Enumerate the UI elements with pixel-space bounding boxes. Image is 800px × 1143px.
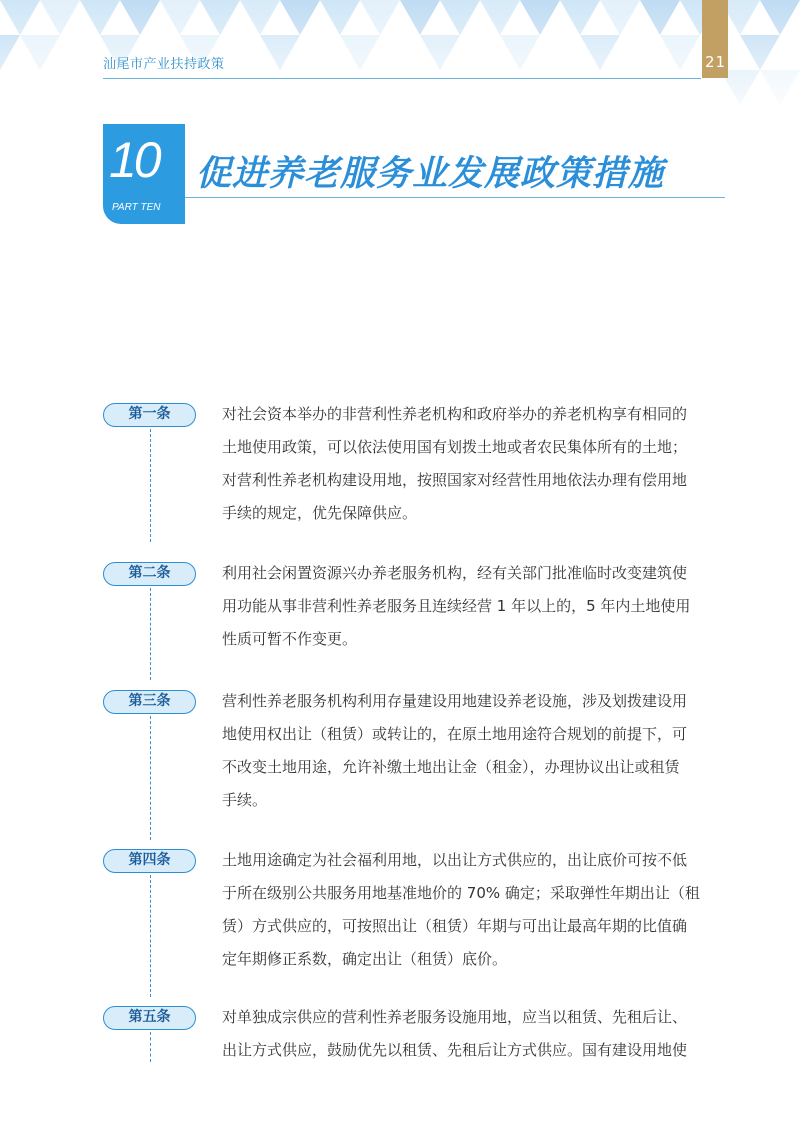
article-label: 第一条 bbox=[103, 403, 196, 427]
article-label: 第五条 bbox=[103, 1006, 196, 1030]
article-line: 对社会资本举办的非营利性养老机构和政府举办的养老机构享有相同的 bbox=[222, 405, 688, 423]
page-number: 21 bbox=[705, 53, 727, 71]
article-body bbox=[222, 398, 730, 530]
article-body bbox=[222, 844, 730, 976]
article-label: 第二条 bbox=[103, 562, 196, 586]
article-line: 定年期修正系数，确定出让（租赁）底价。 bbox=[222, 950, 508, 968]
document-header-title: 汕尾市产业扶持政策 bbox=[103, 57, 225, 72]
article-line: 手续。 bbox=[222, 791, 268, 809]
chapter-subtitle: PART TEN bbox=[112, 202, 161, 213]
article-body bbox=[222, 1001, 730, 1067]
article-connector bbox=[150, 1032, 151, 1062]
article-line: 对单独成宗供应的营利性养老服务设施用地，应当以租赁、先租后让、 bbox=[222, 1008, 688, 1026]
article-connector bbox=[150, 429, 151, 542]
article-label: 第四条 bbox=[103, 849, 196, 873]
article-line: 营利性养老服务机构利用存量建设用地建设养老设施，涉及划拨建设用 bbox=[222, 692, 688, 710]
article-line: 地使用权出让（租赁）或转让的，在原土地用途符合规划的前提下，可 bbox=[222, 725, 688, 743]
article-line: 性质可暂不作变更。 bbox=[222, 630, 358, 648]
article-body bbox=[222, 557, 730, 656]
article-line: 土地使用政策，可以依法使用国有划拨土地或者农民集体所有的土地； bbox=[222, 438, 688, 456]
article-line: 不改变土地用途，允许补缴土地出让金（租金），办理协议出让或租赁 bbox=[222, 758, 680, 776]
chapter-divider bbox=[185, 197, 725, 198]
article-line: 用功能从事非营利性养老服务且连续经营 1 年以上的，5 年内土地使用 bbox=[222, 597, 691, 615]
article-line: 利用社会闲置资源兴办养老服务机构，经有关部门批准临时改变建筑使 bbox=[222, 564, 688, 582]
article-line: 对营利性养老机构建设用地，按照国家对经营性用地依法办理有偿用地 bbox=[222, 471, 688, 489]
article-line: 赁）方式供应的，可按照出让（租赁）年期与可出让最高年期的比值确 bbox=[222, 917, 688, 935]
article-line: 于所在级别公共服务用地基准地价的 70% 确定；采取弹性年期出让（租 bbox=[222, 884, 700, 902]
article-body bbox=[222, 685, 730, 817]
article-connector bbox=[150, 875, 151, 997]
article-line: 出让方式供应，鼓励优先以租赁、先租后让方式供应。国有建设用地使 bbox=[222, 1041, 688, 1059]
header-divider bbox=[103, 78, 701, 79]
article-line: 手续的规定，优先保障供应。 bbox=[222, 504, 418, 522]
chapter-number: 10 bbox=[109, 132, 159, 188]
article-line: 土地用途确定为社会福利用地，以出让方式供应的，出让底价可按不低 bbox=[222, 851, 688, 869]
article-connector bbox=[150, 588, 151, 680]
article-connector bbox=[150, 716, 151, 840]
article-label: 第三条 bbox=[103, 690, 196, 714]
chapter-title: 促进养老服务业发展政策措施 bbox=[196, 154, 665, 194]
